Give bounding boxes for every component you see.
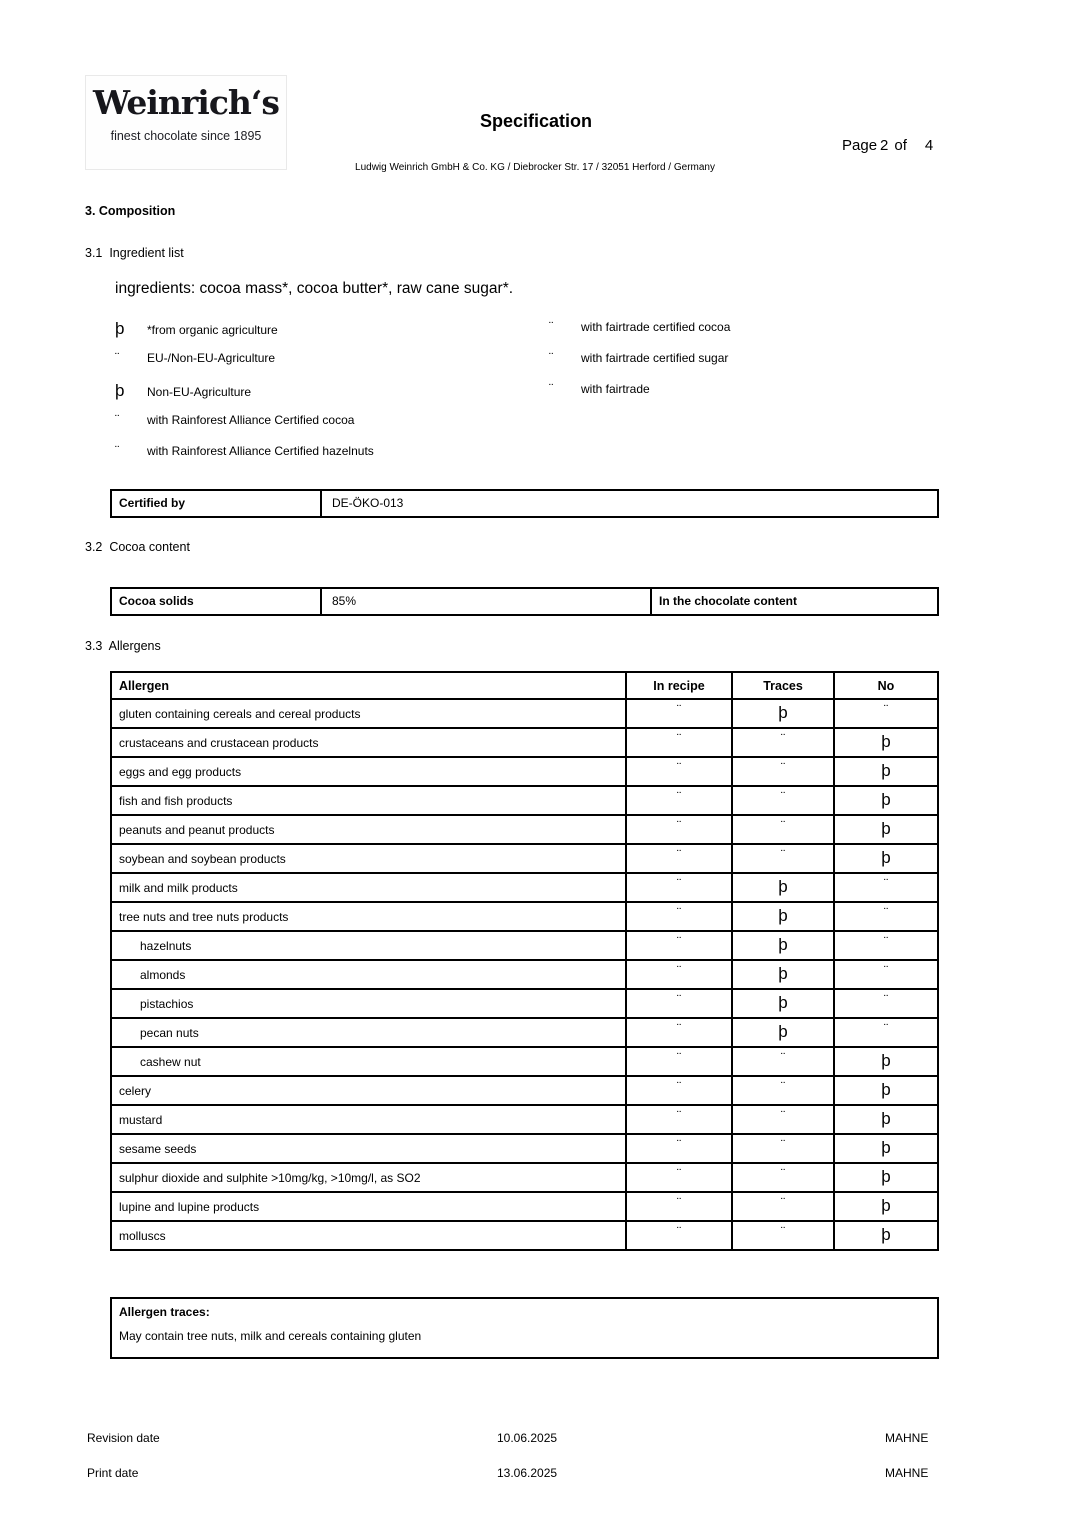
allergen-name: hazelnuts bbox=[111, 931, 626, 960]
allergen-no-checked-checkbox-icon: þ bbox=[834, 757, 938, 786]
checkbox-option-label: with fairtrade certified cocoa bbox=[581, 320, 731, 334]
allergen-row bbox=[111, 1018, 938, 1047]
allergen-traces-text: May contain tree nuts, milk and cereals containing gluten bbox=[119, 1329, 422, 1343]
unchecked-checkbox-icon: ¨ bbox=[115, 443, 120, 458]
allergen-no-checked-checkbox-icon: þ bbox=[834, 786, 938, 815]
allergen-traces-unchecked-checkbox-icon: ¨ bbox=[732, 844, 834, 873]
allergen-name: mustard bbox=[111, 1105, 626, 1134]
unchecked-checkbox-icon: ¨ bbox=[549, 319, 554, 334]
allergen-traces-box bbox=[110, 1297, 939, 1359]
section-allergens-heading: 3.3 Allergens bbox=[85, 639, 161, 653]
checked-checkbox-icon: þ bbox=[115, 381, 125, 400]
footer-label: Revision date bbox=[87, 1431, 160, 1445]
checkbox-option bbox=[115, 351, 374, 382]
allergen-in-recipe-unchecked-checkbox-icon: ¨ bbox=[626, 1163, 732, 1192]
unchecked-checkbox-icon: ¨ bbox=[115, 350, 120, 365]
checkbox-option bbox=[115, 382, 374, 413]
footer-label: Print date bbox=[87, 1466, 139, 1480]
allergen-header-row bbox=[111, 672, 938, 699]
allergen-no-checked-checkbox-icon: þ bbox=[834, 1163, 938, 1192]
allergen-name: sulphur dioxide and sulphite >10mg/kg, >10mg/l, as SO2 bbox=[111, 1163, 626, 1192]
cocoa-solids-table bbox=[110, 587, 939, 616]
allergen-traces-checked-checkbox-icon: þ bbox=[732, 873, 834, 902]
allergen-in-recipe-unchecked-checkbox-icon: ¨ bbox=[626, 873, 732, 902]
allergen-traces-unchecked-checkbox-icon: ¨ bbox=[732, 786, 834, 815]
allergen-traces-checked-checkbox-icon: þ bbox=[732, 699, 834, 728]
certified-by-value: DE-ÖKO-013 bbox=[332, 496, 404, 510]
checked-checkbox-icon: þ bbox=[115, 319, 125, 338]
checkbox-option-label: EU-/Non-EU-Agriculture bbox=[147, 351, 276, 365]
allergen-traces-unchecked-checkbox-icon: ¨ bbox=[732, 1163, 834, 1192]
allergen-name: molluscs bbox=[111, 1221, 626, 1250]
allergen-table bbox=[110, 671, 939, 1251]
allergen-row bbox=[111, 989, 938, 1018]
checkbox-option-label: with Rainforest Alliance Certified hazelnuts bbox=[147, 444, 374, 458]
allergen-in-recipe-unchecked-checkbox-icon: ¨ bbox=[626, 1192, 732, 1221]
allergen-no-checked-checkbox-icon: þ bbox=[834, 844, 938, 873]
allergen-traces-checked-checkbox-icon: þ bbox=[732, 1018, 834, 1047]
allergen-name: lupine and lupine products bbox=[111, 1192, 626, 1221]
allergen-row bbox=[111, 1163, 938, 1192]
allergen-traces-unchecked-checkbox-icon: ¨ bbox=[732, 1105, 834, 1134]
page-total: 4 bbox=[924, 137, 934, 154]
allergen-no-unchecked-checkbox-icon: ¨ bbox=[834, 960, 938, 989]
allergen-name: cashew nut bbox=[111, 1047, 626, 1076]
unchecked-checkbox-icon: ¨ bbox=[549, 381, 554, 396]
company-address: Ludwig Weinrich GmbH & Co. KG / Diebrocker Str. 17 / 32051 Herford / Germany bbox=[355, 162, 715, 173]
allergen-no-checked-checkbox-icon: þ bbox=[834, 728, 938, 757]
allergen-row bbox=[111, 1221, 938, 1250]
allergen-row bbox=[111, 873, 938, 902]
checkbox-option-label: *from organic agriculture bbox=[147, 323, 278, 337]
allergen-row bbox=[111, 844, 938, 873]
allergen-row bbox=[111, 1105, 938, 1134]
in-recipe-column-header: In recipe bbox=[626, 672, 732, 699]
allergen-traces-checked-checkbox-icon: þ bbox=[732, 902, 834, 931]
allergen-no-checked-checkbox-icon: þ bbox=[834, 1134, 938, 1163]
allergen-name: soybean and soybean products bbox=[111, 844, 626, 873]
checkbox-option-label: with fairtrade bbox=[581, 382, 650, 396]
footer-date-value: 13.06.2025 bbox=[497, 1466, 558, 1480]
allergen-in-recipe-unchecked-checkbox-icon: ¨ bbox=[626, 844, 732, 873]
allergen-traces-title: Allergen traces: bbox=[119, 1305, 210, 1319]
allergen-in-recipe-unchecked-checkbox-icon: ¨ bbox=[626, 902, 732, 931]
allergen-row bbox=[111, 902, 938, 931]
allergen-no-checked-checkbox-icon: þ bbox=[834, 815, 938, 844]
allergen-row bbox=[111, 1134, 938, 1163]
allergen-in-recipe-unchecked-checkbox-icon: ¨ bbox=[626, 728, 732, 757]
allergen-name: milk and milk products bbox=[111, 873, 626, 902]
allergen-in-recipe-unchecked-checkbox-icon: ¨ bbox=[626, 931, 732, 960]
footer-author: MAHNE bbox=[885, 1431, 929, 1445]
allergen-name: tree nuts and tree nuts products bbox=[111, 902, 626, 931]
allergen-in-recipe-unchecked-checkbox-icon: ¨ bbox=[626, 1221, 732, 1250]
certified-by-label: Certified by bbox=[112, 491, 322, 516]
footer-row bbox=[0, 1431, 1080, 1447]
unchecked-checkbox-icon: ¨ bbox=[549, 350, 554, 365]
allergen-no-unchecked-checkbox-icon: ¨ bbox=[834, 989, 938, 1018]
allergen-row bbox=[111, 960, 938, 989]
allergen-column-header: Allergen bbox=[111, 672, 626, 699]
allergen-name: pistachios bbox=[111, 989, 626, 1018]
allergen-name: eggs and egg products bbox=[111, 757, 626, 786]
allergen-no-checked-checkbox-icon: þ bbox=[834, 1047, 938, 1076]
allergen-row bbox=[111, 1192, 938, 1221]
checkbox-option bbox=[549, 320, 730, 351]
section-composition-heading: 3. Composition bbox=[85, 204, 176, 218]
allergen-traces-unchecked-checkbox-icon: ¨ bbox=[732, 1047, 834, 1076]
allergen-traces-unchecked-checkbox-icon: ¨ bbox=[732, 1221, 834, 1250]
allergen-no-unchecked-checkbox-icon: ¨ bbox=[834, 1018, 938, 1047]
cocoa-solids-label: Cocoa solids bbox=[112, 589, 322, 614]
allergen-traces-unchecked-checkbox-icon: ¨ bbox=[732, 1192, 834, 1221]
checkbox-option bbox=[115, 320, 374, 351]
fairtrade-options-list bbox=[549, 320, 730, 413]
cocoa-solids-value: 85% bbox=[322, 589, 652, 614]
allergen-no-unchecked-checkbox-icon: ¨ bbox=[834, 902, 938, 931]
allergen-traces-checked-checkbox-icon: þ bbox=[732, 931, 834, 960]
allergen-name: fish and fish products bbox=[111, 786, 626, 815]
allergen-no-unchecked-checkbox-icon: ¨ bbox=[834, 931, 938, 960]
agriculture-options-list bbox=[115, 320, 374, 475]
allergen-traces-unchecked-checkbox-icon: ¨ bbox=[732, 815, 834, 844]
allergen-traces-unchecked-checkbox-icon: ¨ bbox=[732, 728, 834, 757]
traces-column-header: Traces bbox=[732, 672, 834, 699]
allergen-name: peanuts and peanut products bbox=[111, 815, 626, 844]
allergen-in-recipe-unchecked-checkbox-icon: ¨ bbox=[626, 757, 732, 786]
allergen-no-checked-checkbox-icon: þ bbox=[834, 1192, 938, 1221]
footer-author: MAHNE bbox=[885, 1466, 929, 1480]
checkbox-option bbox=[549, 382, 730, 413]
page-title: Specification bbox=[479, 111, 593, 131]
allergen-name: celery bbox=[111, 1076, 626, 1105]
allergen-row bbox=[111, 815, 938, 844]
allergen-name: crustaceans and crustacean products bbox=[111, 728, 626, 757]
checkbox-option-label: Non-EU-Agriculture bbox=[147, 385, 252, 399]
ingredients-line: ingredients: cocoa mass*, cocoa butter*, raw cane sugar*. bbox=[115, 280, 514, 297]
allergen-row bbox=[111, 728, 938, 757]
allergen-no-checked-checkbox-icon: þ bbox=[834, 1076, 938, 1105]
allergen-name: almonds bbox=[111, 960, 626, 989]
allergen-traces-unchecked-checkbox-icon: ¨ bbox=[732, 757, 834, 786]
allergen-in-recipe-unchecked-checkbox-icon: ¨ bbox=[626, 989, 732, 1018]
page-indicator bbox=[842, 137, 933, 154]
allergen-in-recipe-unchecked-checkbox-icon: ¨ bbox=[626, 815, 732, 844]
checkbox-option bbox=[549, 351, 730, 382]
allergen-in-recipe-unchecked-checkbox-icon: ¨ bbox=[626, 699, 732, 728]
checkbox-option bbox=[115, 413, 374, 444]
cocoa-solids-note: In the chocolate content bbox=[659, 594, 798, 608]
page-current: 2 bbox=[880, 137, 889, 154]
checkbox-option bbox=[115, 444, 374, 475]
allergen-no-unchecked-checkbox-icon: ¨ bbox=[834, 699, 938, 728]
allergen-traces-unchecked-checkbox-icon: ¨ bbox=[732, 1076, 834, 1105]
footer-row bbox=[0, 1466, 1080, 1482]
checkbox-option-label: with fairtrade certified sugar bbox=[581, 351, 729, 365]
checkbox-option-label: with Rainforest Alliance Certified cocoa bbox=[147, 413, 355, 427]
allergen-row bbox=[111, 931, 938, 960]
allergen-traces-checked-checkbox-icon: þ bbox=[732, 989, 834, 1018]
page-of: of bbox=[894, 137, 907, 154]
allergen-no-unchecked-checkbox-icon: ¨ bbox=[834, 873, 938, 902]
allergen-row bbox=[111, 1047, 938, 1076]
footer-date-value: 10.06.2025 bbox=[497, 1431, 558, 1445]
allergen-in-recipe-unchecked-checkbox-icon: ¨ bbox=[626, 1018, 732, 1047]
logo-wordmark: Weinrich‘s bbox=[93, 83, 279, 122]
section-cocoa-content-heading: 3.2 Cocoa content bbox=[85, 540, 190, 554]
allergen-in-recipe-unchecked-checkbox-icon: ¨ bbox=[626, 1105, 732, 1134]
no-column-header: No bbox=[834, 672, 938, 699]
allergen-row bbox=[111, 699, 938, 728]
allergen-row bbox=[111, 786, 938, 815]
certified-by-table bbox=[110, 489, 939, 518]
page-label: Page bbox=[842, 137, 878, 154]
unchecked-checkbox-icon: ¨ bbox=[115, 412, 120, 427]
allergen-name: sesame seeds bbox=[111, 1134, 626, 1163]
allergen-no-checked-checkbox-icon: þ bbox=[834, 1221, 938, 1250]
allergen-in-recipe-unchecked-checkbox-icon: ¨ bbox=[626, 1047, 732, 1076]
allergen-traces-unchecked-checkbox-icon: ¨ bbox=[732, 1134, 834, 1163]
allergen-in-recipe-unchecked-checkbox-icon: ¨ bbox=[626, 1076, 732, 1105]
allergen-in-recipe-unchecked-checkbox-icon: ¨ bbox=[626, 786, 732, 815]
allergen-no-checked-checkbox-icon: þ bbox=[834, 1105, 938, 1134]
allergen-in-recipe-unchecked-checkbox-icon: ¨ bbox=[626, 960, 732, 989]
allergen-name: pecan nuts bbox=[111, 1018, 626, 1047]
allergen-traces-checked-checkbox-icon: þ bbox=[732, 960, 834, 989]
allergen-name: gluten containing cereals and cereal products bbox=[111, 699, 626, 728]
allergen-row bbox=[111, 757, 938, 786]
section-ingredient-list-heading: 3.1 Ingredient list bbox=[85, 246, 184, 260]
logo-tagline: finest chocolate since 1895 bbox=[110, 129, 262, 143]
allergen-in-recipe-unchecked-checkbox-icon: ¨ bbox=[626, 1134, 732, 1163]
allergen-row bbox=[111, 1076, 938, 1105]
